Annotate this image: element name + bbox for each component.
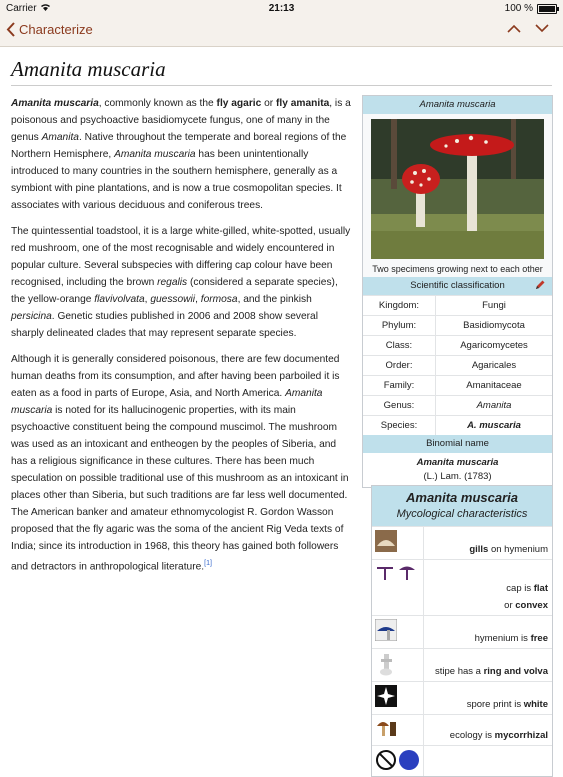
classification-header	[363, 277, 552, 295]
chevron-up-icon[interactable]	[507, 24, 521, 33]
stipe-icon	[375, 652, 397, 676]
hymenium-icon	[375, 619, 397, 641]
binomial-name: Amanita muscaria	[416, 457, 499, 468]
article-paragraph-1: Amanita muscaria, commonly known as the fly agaric or fly amanita, is a poisonous and psychoactive basidiomycete fungus, one of many in the genus Amanita. Native throughout the temperate and boreal regions of the Northern Hemisphere, Amanita muscaria has been unintentionally introduced to many countries in the southern hemisphere, generally as a symbiont with pine plantations, and is now a true cosmopolitan species. It associates with various deciduous and coniferous trees.	[11, 98, 351, 211]
mushroom-photo[interactable]	[371, 119, 544, 259]
binomial-authority: (L.) Lam. (1783)	[423, 471, 492, 482]
back-button-label: Characterize	[19, 22, 93, 37]
edibility-icon	[375, 749, 421, 771]
myco-subtitle: Mycological characteristics	[396, 508, 528, 520]
title-divider	[11, 85, 552, 86]
spore-print-icon	[375, 685, 397, 707]
reference-link[interactable]: [1]	[204, 560, 212, 567]
taxon-row-phylum: Phylum: Basidiomycota	[363, 315, 552, 335]
article-body	[11, 95, 351, 584]
genus-link[interactable]: Amanita	[41, 132, 79, 143]
chevron-down-icon[interactable]	[535, 24, 549, 33]
battery-icon	[537, 4, 557, 14]
gills-icon	[375, 530, 397, 552]
lead-name: Amanita muscaria	[11, 98, 99, 109]
myco-row-gills: gills on hymenium	[372, 526, 552, 559]
status-bar	[0, 0, 563, 16]
carrier-label: Carrier	[6, 3, 37, 14]
myco-row-cap: cap is flat or convex	[372, 559, 552, 615]
chevron-left-icon	[6, 22, 15, 37]
taxon-row-kingdom: Kingdom: Fungi	[363, 295, 552, 315]
photo-caption: Two specimens growing next to each other	[372, 264, 543, 274]
mycological-characteristics-box	[371, 485, 553, 777]
taxon-row-family: Family: Amanitaceae	[363, 375, 552, 395]
phylum-link[interactable]: Basidiomycota	[463, 320, 525, 331]
article-paragraph-2: The quintessential toadstool, it is a large white-gilled, white-spotted, usually red mushroom, one of the most recognisable and widely encountered in popular culture. Several subspecies with differing cap colour have been recognised, including the brown regalis (considered a separate species), the yellow-orange flavivolvata, guessowii, formosa, and the pinkish persicina. Genetic studies published in 2006 and 2008 show several sharply delineated clades that may represent separate species.	[11, 226, 351, 339]
taxon-row-genus: Genus: Amanita	[363, 395, 552, 415]
battery-percentage: 100 %	[504, 3, 533, 14]
myco-header	[372, 486, 552, 526]
species-value: A. muscaria	[467, 420, 521, 431]
genus-value-link[interactable]: Amanita	[476, 400, 512, 411]
myco-row-hymenium: hymenium is free	[372, 615, 552, 648]
order-link[interactable]: Agaricales	[471, 360, 517, 371]
cap-shape-icon	[375, 563, 419, 581]
status-time: 21:13	[268, 3, 295, 14]
page-title: Amanita muscaria	[11, 57, 166, 81]
classification-label: Scientific classification	[410, 280, 505, 291]
taxobox	[362, 95, 553, 488]
myco-title: Amanita muscaria	[406, 490, 518, 505]
myco-row-ecology: ecology is mycorrhizal	[372, 714, 552, 745]
ecology-icon	[375, 718, 399, 740]
myco-row-spore-print: spore print is white	[372, 681, 552, 714]
family-link[interactable]: Amanitaceae	[466, 380, 522, 391]
back-button[interactable]	[6, 22, 93, 37]
binomial-header: Binomial name	[363, 435, 552, 453]
taxobox-title: Amanita muscaria	[363, 96, 552, 114]
taxon-row-species: Species: A. muscaria	[363, 415, 552, 435]
binomial-block	[363, 453, 552, 487]
taxon-row-order: Order: Agaricales	[363, 355, 552, 375]
myco-row-stipe: stipe has a ring and volva	[372, 648, 552, 681]
class-link[interactable]: Agaricomycetes	[460, 340, 528, 351]
article-paragraph-3: Although it is generally considered poisonous, there are few documented human deaths from its consumption, and after having been parboiled it is eaten as a food in parts of Europe, Asia, and North America. Amanita muscaria is noted for its hallucinogenic properties, with its main psychoactive constituent being the compound muscimol. The mushroom was used as an intoxicant and entheogen by the peoples of Siberia, and has a religious significance in these cultures. There has been much speculation on possible traditional use of this mushroom as an intoxicant in places other than Siberia, but such traditions are far less well documented. The American banker and amateur ethnomycologist R. Gordon Wasson proposed that the fly agaric was the soma of the ancient Rig Veda texts of India; since its introduction in 1968, this theory has gained both followers and detractors in anthropological literature.[1]	[11, 354, 349, 573]
navigation-bar	[0, 16, 563, 47]
pencil-icon[interactable]	[534, 279, 546, 298]
taxon-row-class: Class: Agaricomycetes	[363, 335, 552, 355]
kingdom-link[interactable]: Fungi	[482, 300, 506, 311]
